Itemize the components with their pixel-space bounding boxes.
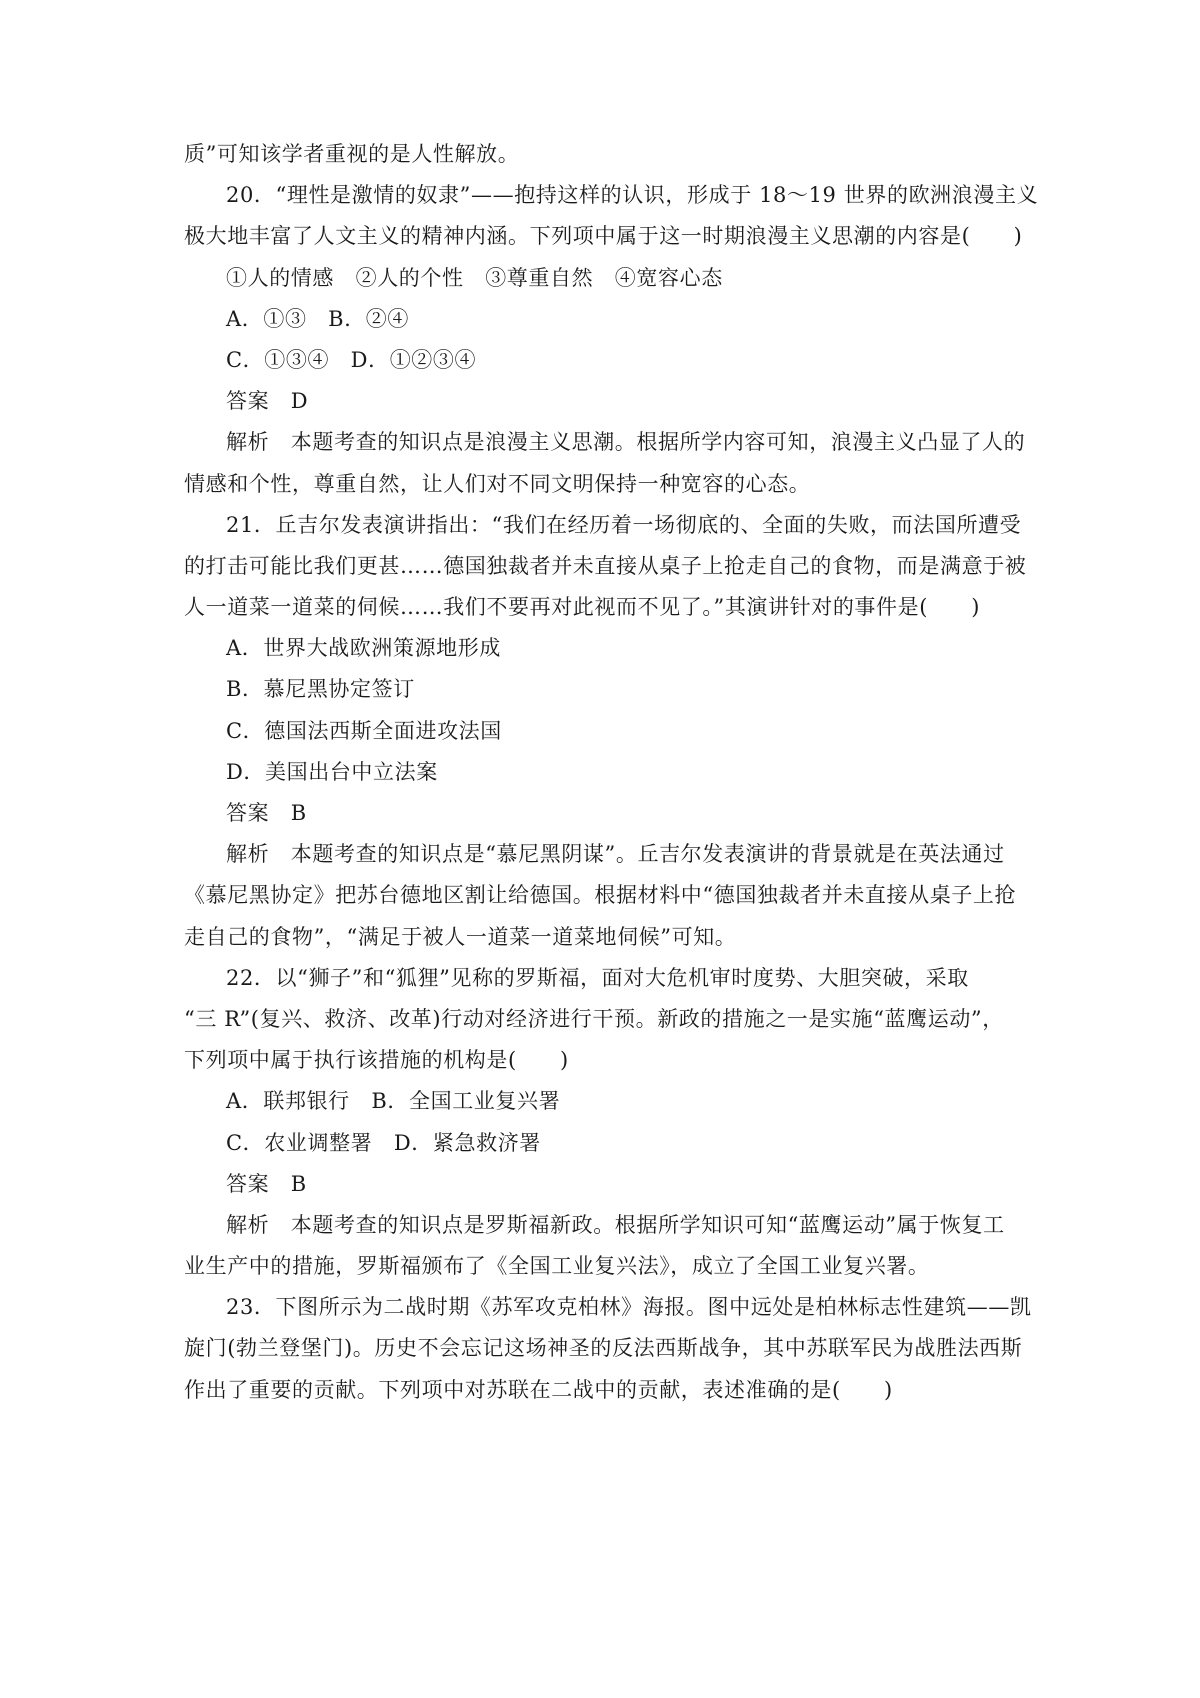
question-22-analysis: 解析 本题考查的知识点是罗斯福新政。根据所学知识可知“蓝鹰运动”属于恢复工 [226, 1212, 1005, 1237]
question-20-items: ①人的情感 ②人的个性 ③尊重自然 ④宽容心态 [226, 265, 723, 290]
question-20-options: A．①③ B．②④ [226, 306, 409, 331]
document-body [184, 134, 1039, 1411]
question-21-analysis: 解析 本题考查的知识点是“慕尼黑阴谋”。丘吉尔发表演讲的背景就是在英法通过 [226, 842, 1005, 867]
question-22-options: C．农业调整署 D．紧急救济署 [226, 1130, 541, 1155]
text-line: 人一道菜一道菜的伺候……我们不要再对此视而不见了。”其演讲针对的事件是( ) [184, 595, 981, 620]
question-20-stem: 20．“理性是激情的奴隶”——抱持这样的认识，形成于 18～19 世界的欧洲浪漫主义 [226, 183, 1039, 208]
text-line: 《慕尼黑协定》把苏台德地区割让给德国。根据材料中“德国独裁者并未直接从桌子上抢 [184, 883, 1017, 908]
question-21-stem: 21．丘吉尔发表演讲指出：“我们在经历着一场彻底的、全面的失败，而法国所遭受 [226, 512, 1022, 537]
question-21-option-a: A．世界大战欧洲策源地形成 [226, 636, 501, 661]
text-line: 情感和个性，尊重自然，让人们对不同文明保持一种宽容的心态。 [184, 471, 811, 496]
text-line: “三 R”(复兴、救济、改革)行动对经济进行干预。新政的措施之一是实施“蓝鹰运动”， [184, 1006, 1004, 1031]
question-22-answer: 答案 B [226, 1171, 307, 1196]
question-21-answer: 答案 B [226, 801, 307, 825]
question-22-stem: 22．以“狮子”和“狐狸”见称的罗斯福，面对大危机审时度势、大胆突破，采取 [226, 965, 969, 990]
question-21-option-c: C．德国法西斯全面进攻法国 [226, 718, 502, 743]
question-20-answer: 答案 D [226, 389, 309, 414]
text-line: 旋门(勃兰登堡门)。历史不会忘记这场神圣的反法西斯战争，其中苏联军民为战胜法西斯 [184, 1336, 1023, 1361]
question-22-options: A．联邦银行 B．全国工业复兴署 [226, 1089, 561, 1114]
question-20-analysis: 解析 本题考查的知识点是浪漫主义思潮。根据所学内容可知，浪漫主义凸显了人的 [226, 430, 1026, 455]
text-line: 质”可知该学者重视的是人性解放。 [184, 142, 520, 166]
text-line: 下列项中属于执行该措施的机构是( ) [184, 1048, 569, 1073]
text-line: 的打击可能比我们更甚……德国独裁者并未直接从桌子上抢走自己的食物，而是满意于被 [184, 553, 1027, 578]
text-line: 极大地丰富了人文主义的精神内涵。下列项中属于这一时期浪漫主义思潮的内容是( ) [184, 224, 1023, 249]
text-line: 业生产中的措施，罗斯福颁布了《全国工业复兴法》，成立了全国工业复兴署。 [184, 1254, 930, 1279]
question-21-option-b: B．慕尼黑协定签订 [226, 677, 415, 702]
question-20-options: C．①③④ D．①②③④ [226, 347, 477, 372]
text-line: 作出了重要的贡献。下列项中对苏联在二战中的贡献，表述准确的是( ) [184, 1377, 893, 1402]
question-23-stem: 23．下图所示为二战时期《苏军攻克柏林》海报。图中远处是柏林标志性建筑——凯 [226, 1295, 1032, 1320]
text-line: 走自己的食物”，“满足于被人一道菜一道菜地伺候”可知。 [184, 924, 737, 949]
question-21-option-d: D．美国出台中立法案 [226, 759, 438, 784]
